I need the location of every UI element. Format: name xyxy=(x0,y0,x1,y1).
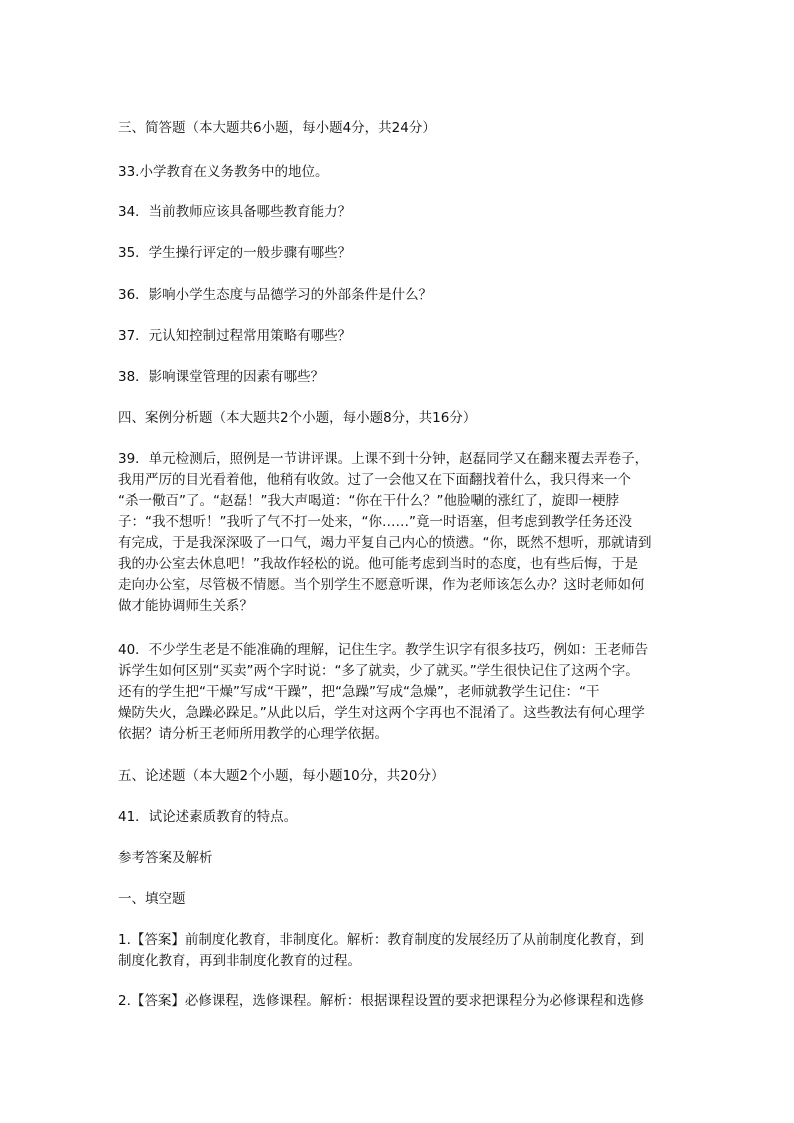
question-37: 37．元认知控制过程常用策略有哪些？ xyxy=(118,328,352,344)
section-heading-case-analysis: 四、案例分析题（本大题共2个小题，每小题8分，共16分） xyxy=(118,410,477,426)
answers-heading: 参考答案及解析 xyxy=(118,850,213,866)
question-39-line: “杀一儆百”了。“赵磊！”我大声喝道：“你在干什么？”他脸唰的涨红了，旋即一梗脖 xyxy=(118,493,619,509)
question-39-line: 我用严厉的目光看着他，他稍有收敛。过了一会他又在下面翻找着什么，我只得来一个 xyxy=(118,472,631,488)
question-40-line: 还有的学生把“干燥”写成“干躁”，把“急躁”写成“急燥”，老师就教学生记住：“干 xyxy=(118,684,600,700)
question-34: 34．当前教师应该具备哪些教育能力？ xyxy=(118,204,352,220)
question-41: 41．试论述素质教育的特点。 xyxy=(118,809,298,825)
question-39-line: 我的办公室去休息吧！”我故作轻松的说。他可能考虑到当时的态度，也有些后悔，于是 xyxy=(118,556,638,572)
section-heading-essay: 五、论述题（本大题2个小题，每小题10分，共20分） xyxy=(118,768,445,784)
answers-section-fill-in: 一、填空题 xyxy=(118,891,186,907)
question-35: 35．学生操行评定的一般步骤有哪些？ xyxy=(118,245,352,261)
question-40-line: 诉学生如何区别“买卖”两个字时说：“多了就卖，少了就买。”学生很快记住了这两个字。 xyxy=(118,663,639,679)
answer-1-line: 1.【答案】前制度化教育，非制度化。解析：教育制度的发展经历了从前制度化教育，到 xyxy=(118,932,644,948)
answer-2-line: 2.【答案】必修课程，选修课程。解析：根据课程设置的要求把课程分为必修课程和选修 xyxy=(118,993,644,1009)
question-40 xyxy=(118,640,698,745)
answer-1-line: 制度化教育，再到非制度化教育的过程。 xyxy=(118,953,361,969)
question-39 xyxy=(118,449,698,617)
question-39-line: 39．单元检测后，照例是一节讲评课。上课不到十分钟，赵磊同学又在翻来覆去弄卷子， xyxy=(118,451,649,467)
question-39-line: 有完成，于是我深深吸了一口气，竭力平复自己内心的愤懑。“你，既然不想听，那就请到 xyxy=(118,535,652,551)
question-39-line: 做才能协调师生关系？ xyxy=(118,598,253,614)
question-39-line: 走向办公室，尽管极不情愿。当个别学生不愿意听课，作为老师该怎么办？这时老师如何 xyxy=(118,577,645,593)
question-40-line: 40．不少学生老是不能准确的理解，记住生字。教学生识字有很多技巧，例如：王老师告 xyxy=(118,642,649,658)
section-heading-short-answer: 三、简答题（本大题共6小题，每小题4分，共24分） xyxy=(118,120,436,136)
answer-2 xyxy=(118,991,698,1012)
question-40-line: 燥防失火，急躁必跺足。”从此以后，学生对这两个字再也不混淆了。这些教法有何心理学 xyxy=(118,705,645,721)
question-40-line: 依据？请分析王老师所用教学的心理学依据。 xyxy=(118,726,388,742)
question-33: 33.小学教育在义务教务中的地位。 xyxy=(118,164,329,180)
question-39-line: 子：“我不想听！”我听了气不打一处来，“你……”竟一时语塞，但考虑到教学任务还没 xyxy=(118,514,632,530)
question-36: 36．影响小学生态度与品德学习的外部条件是什么？ xyxy=(118,287,433,303)
question-38: 38．影响课堂管理的因素有哪些？ xyxy=(118,369,325,385)
answer-1 xyxy=(118,930,698,972)
